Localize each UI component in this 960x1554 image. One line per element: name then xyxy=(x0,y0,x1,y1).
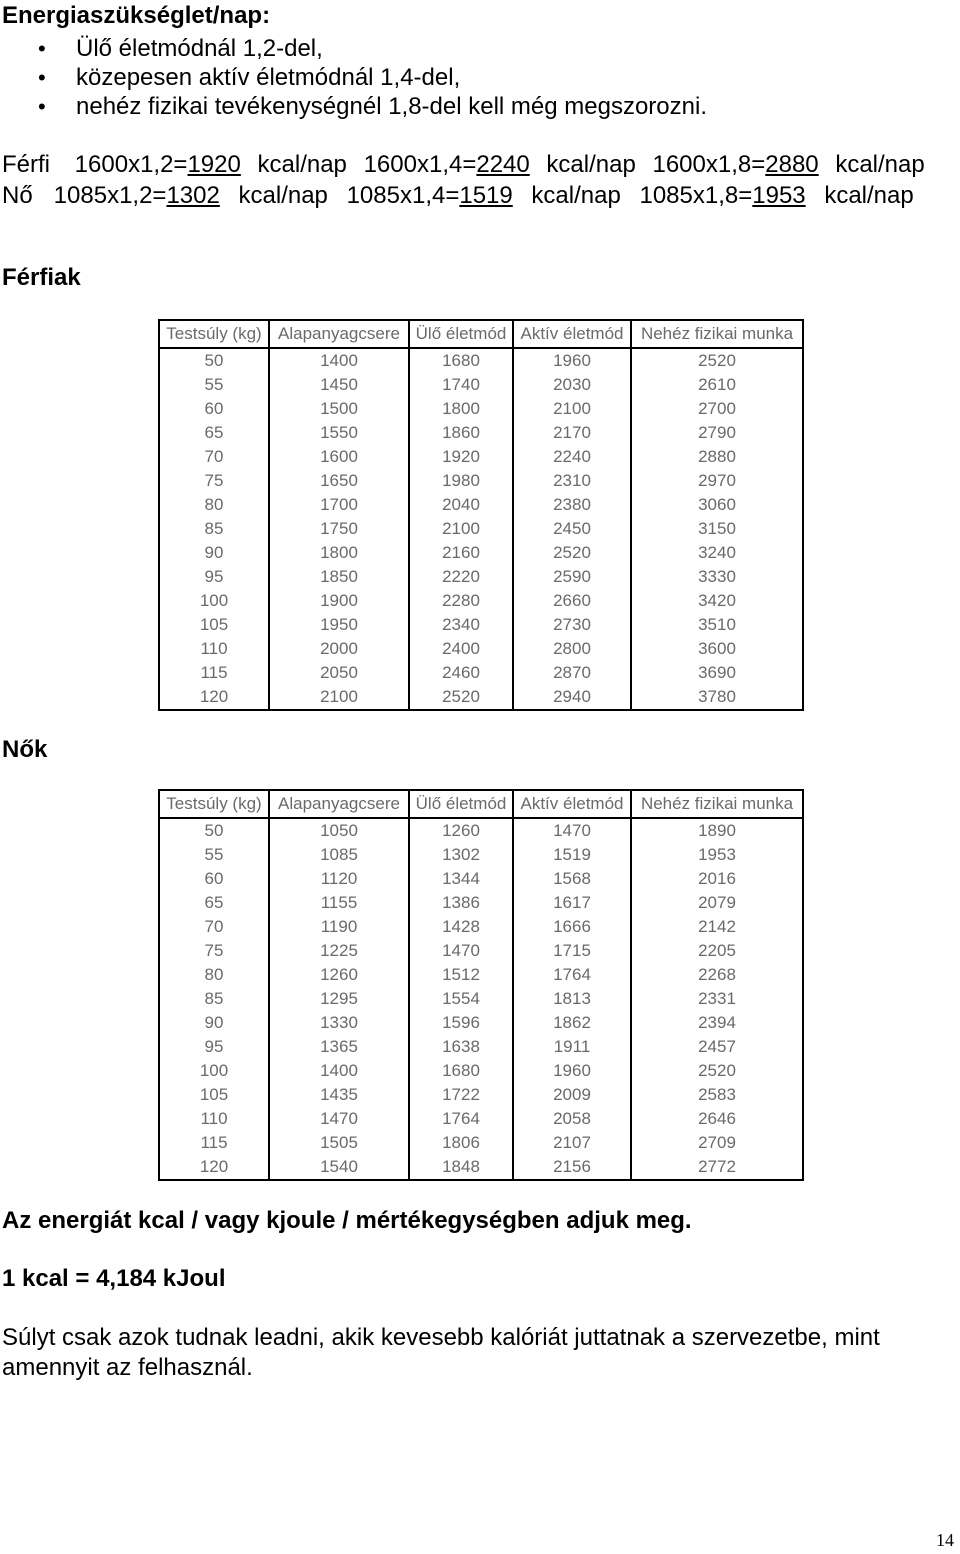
table-cell: 1680 xyxy=(409,1059,513,1083)
table-cell: 60 xyxy=(159,397,269,421)
table-cell: 70 xyxy=(159,445,269,469)
table-cell: 1862 xyxy=(513,1011,631,1035)
table-cell: 1344 xyxy=(409,867,513,891)
table-cell: 75 xyxy=(159,469,269,493)
table-cell: 1400 xyxy=(269,348,409,373)
table-cell: 1950 xyxy=(269,613,409,637)
table-cell: 3690 xyxy=(631,661,803,685)
table-cell: 2590 xyxy=(513,565,631,589)
table-cell: 80 xyxy=(159,963,269,987)
calc-result: 1519 xyxy=(459,182,513,209)
multiplier-list xyxy=(38,34,707,121)
column-header: Aktív életmód xyxy=(513,320,631,348)
table-cell: 1980 xyxy=(409,469,513,493)
column-header: Ülő életmód xyxy=(409,320,513,348)
calc-unit: kcal/nap xyxy=(238,182,328,209)
table-row xyxy=(159,1011,803,1035)
table-cell: 2331 xyxy=(631,987,803,1011)
table-cell: 1806 xyxy=(409,1131,513,1155)
table-row xyxy=(159,469,803,493)
table-cell: 115 xyxy=(159,661,269,685)
table-cell: 2100 xyxy=(269,685,409,710)
table-cell: 1550 xyxy=(269,421,409,445)
table-cell: 1519 xyxy=(513,843,631,867)
table-cell: 1554 xyxy=(409,987,513,1011)
table-row xyxy=(159,1155,803,1180)
table-cell: 1848 xyxy=(409,1155,513,1180)
calc-unit: kcal/nap xyxy=(835,151,925,178)
table-cell: 2100 xyxy=(409,517,513,541)
table-cell: 120 xyxy=(159,685,269,710)
calc-result: 2240 xyxy=(476,151,530,178)
column-header: Nehéz fizikai munka xyxy=(631,790,803,818)
table-cell: 2646 xyxy=(631,1107,803,1131)
table-cell: 1890 xyxy=(631,818,803,843)
calc-expr: 1085x1,2= xyxy=(53,182,167,209)
table-cell: 2000 xyxy=(269,637,409,661)
table-cell: 2460 xyxy=(409,661,513,685)
table-cell: 1568 xyxy=(513,867,631,891)
calc-unit: kcal/nap xyxy=(546,151,636,178)
list-item xyxy=(38,63,707,92)
table-cell: 3510 xyxy=(631,613,803,637)
calc-unit: kcal/nap xyxy=(824,182,914,209)
calc-unit: kcal/nap xyxy=(257,151,347,178)
table-cell: 2240 xyxy=(513,445,631,469)
table-cell: 85 xyxy=(159,517,269,541)
table-row xyxy=(159,1083,803,1107)
table-cell: 1953 xyxy=(631,843,803,867)
list-item xyxy=(38,92,707,121)
table-cell: 1470 xyxy=(269,1107,409,1131)
table-cell: 2170 xyxy=(513,421,631,445)
page-heading: Energiaszükséglet/nap: xyxy=(2,2,271,29)
table-cell: 1596 xyxy=(409,1011,513,1035)
table-cell: 95 xyxy=(159,1035,269,1059)
table-cell: 1295 xyxy=(269,987,409,1011)
table-cell: 1960 xyxy=(513,348,631,373)
table-row xyxy=(159,517,803,541)
table-cell: 2058 xyxy=(513,1107,631,1131)
table-cell: 2880 xyxy=(631,445,803,469)
table-cell: 90 xyxy=(159,541,269,565)
table-row xyxy=(159,1131,803,1155)
closing-text-line-1: Súlyt csak azok tudnak leadni, akik kevesebb kalóriát juttatnak a szervezetbe, mint xyxy=(2,1324,880,1351)
table-cell: 2400 xyxy=(409,637,513,661)
table-row xyxy=(159,818,803,843)
table-cell: 1680 xyxy=(409,348,513,373)
table-cell: 3600 xyxy=(631,637,803,661)
calc-expr: 1600x1,8= xyxy=(652,151,766,178)
men-energy-table xyxy=(158,319,804,711)
table-row xyxy=(159,1059,803,1083)
table-cell: 3330 xyxy=(631,565,803,589)
table-cell: 50 xyxy=(159,818,269,843)
closing-text-line-2: amennyit az felhasznál. xyxy=(2,1354,253,1381)
table-cell: 110 xyxy=(159,637,269,661)
male-calc-row xyxy=(2,151,925,179)
table-cell: 1085 xyxy=(269,843,409,867)
column-header: Alapanyagcsere xyxy=(269,790,409,818)
table-row xyxy=(159,348,803,373)
table-cell: 90 xyxy=(159,1011,269,1035)
column-header: Ülő életmód xyxy=(409,790,513,818)
table-cell: 1260 xyxy=(409,818,513,843)
table-row xyxy=(159,661,803,685)
table-cell: 100 xyxy=(159,589,269,613)
table-row xyxy=(159,589,803,613)
table-row xyxy=(159,373,803,397)
table-cell: 1155 xyxy=(269,891,409,915)
table-cell: 80 xyxy=(159,493,269,517)
table-cell: 1722 xyxy=(409,1083,513,1107)
table-cell: 2280 xyxy=(409,589,513,613)
table-cell: 1740 xyxy=(409,373,513,397)
table-cell: 55 xyxy=(159,373,269,397)
table-cell: 1700 xyxy=(269,493,409,517)
table-row xyxy=(159,541,803,565)
table-cell: 2107 xyxy=(513,1131,631,1155)
table-cell: 2970 xyxy=(631,469,803,493)
table-cell: 110 xyxy=(159,1107,269,1131)
table-row xyxy=(159,1107,803,1131)
table-cell: 1500 xyxy=(269,397,409,421)
table-row xyxy=(159,613,803,637)
table-row xyxy=(159,987,803,1011)
table-row xyxy=(159,565,803,589)
bullet-icon: • xyxy=(38,64,46,90)
list-item-text: nehéz fizikai tevékenységnél 1,8-del kell még megszorozni. xyxy=(76,92,707,120)
table-cell: 1764 xyxy=(409,1107,513,1131)
list-item-text: Ülő életmódnál 1,2-del, xyxy=(76,34,323,62)
column-header: Aktív életmód xyxy=(513,790,631,818)
table-cell: 1190 xyxy=(269,915,409,939)
table-row xyxy=(159,685,803,710)
table-cell: 2772 xyxy=(631,1155,803,1180)
table-cell: 55 xyxy=(159,843,269,867)
table-cell: 1638 xyxy=(409,1035,513,1059)
table-cell: 2380 xyxy=(513,493,631,517)
table-cell: 2709 xyxy=(631,1131,803,1155)
table-cell: 3420 xyxy=(631,589,803,613)
table-cell: 2700 xyxy=(631,397,803,421)
table-cell: 2310 xyxy=(513,469,631,493)
calc-result: 1920 xyxy=(187,151,241,178)
table-row xyxy=(159,493,803,517)
table-cell: 60 xyxy=(159,867,269,891)
table-cell: 70 xyxy=(159,915,269,939)
table-cell: 75 xyxy=(159,939,269,963)
calc-unit: kcal/nap xyxy=(531,182,621,209)
table-cell: 3150 xyxy=(631,517,803,541)
list-item-text: közepesen aktív életmódnál 1,4-del, xyxy=(76,63,461,91)
table-cell: 1850 xyxy=(269,565,409,589)
column-header: Nehéz fizikai munka xyxy=(631,320,803,348)
table-header-row xyxy=(159,320,803,348)
table-cell: 1666 xyxy=(513,915,631,939)
section-title-men: Férfiak xyxy=(2,264,81,291)
table-cell: 1302 xyxy=(409,843,513,867)
table-cell: 1715 xyxy=(513,939,631,963)
page-number: 14 xyxy=(936,1530,954,1550)
calc-expr: 1600x1,4= xyxy=(363,151,477,178)
table-cell: 105 xyxy=(159,1083,269,1107)
table-cell: 2156 xyxy=(513,1155,631,1180)
table-cell: 65 xyxy=(159,891,269,915)
table-cell: 3240 xyxy=(631,541,803,565)
table-row xyxy=(159,1035,803,1059)
table-cell: 3060 xyxy=(631,493,803,517)
table-cell: 2660 xyxy=(513,589,631,613)
table-cell: 2520 xyxy=(631,348,803,373)
table-cell: 1400 xyxy=(269,1059,409,1083)
calc-result: 1953 xyxy=(752,182,806,209)
table-cell: 1600 xyxy=(269,445,409,469)
table-row xyxy=(159,421,803,445)
table-header-row xyxy=(159,790,803,818)
table-cell: 50 xyxy=(159,348,269,373)
table-cell: 1750 xyxy=(269,517,409,541)
table-cell: 65 xyxy=(159,421,269,445)
table-row xyxy=(159,939,803,963)
calc-result: 1302 xyxy=(166,182,220,209)
table-cell: 2610 xyxy=(631,373,803,397)
table-cell: 115 xyxy=(159,1131,269,1155)
table-cell: 1911 xyxy=(513,1035,631,1059)
table-row xyxy=(159,397,803,421)
table-cell: 1860 xyxy=(409,421,513,445)
table-cell: 2220 xyxy=(409,565,513,589)
bullet-icon: • xyxy=(38,93,46,119)
table-cell: 1960 xyxy=(513,1059,631,1083)
table-cell: 2205 xyxy=(631,939,803,963)
column-header: Testsúly (kg) xyxy=(159,790,269,818)
table-cell: 105 xyxy=(159,613,269,637)
table-cell: 2790 xyxy=(631,421,803,445)
table-row xyxy=(159,445,803,469)
table-cell: 1470 xyxy=(513,818,631,843)
table-cell: 1505 xyxy=(269,1131,409,1155)
table-cell: 2870 xyxy=(513,661,631,685)
table-cell: 1386 xyxy=(409,891,513,915)
table-cell: 1650 xyxy=(269,469,409,493)
calc-expr: 1085x1,8= xyxy=(639,182,753,209)
table-cell: 2079 xyxy=(631,891,803,915)
calc-result: 2880 xyxy=(765,151,819,178)
table-cell: 1617 xyxy=(513,891,631,915)
table-cell: 100 xyxy=(159,1059,269,1083)
table-cell: 1450 xyxy=(269,373,409,397)
table-cell: 1330 xyxy=(269,1011,409,1035)
calc-expr: 1600x1,2= xyxy=(74,151,188,178)
table-cell: 1800 xyxy=(409,397,513,421)
table-cell: 2520 xyxy=(631,1059,803,1083)
table-cell: 2800 xyxy=(513,637,631,661)
table-cell: 1800 xyxy=(269,541,409,565)
table-cell: 2268 xyxy=(631,963,803,987)
calc-expr: 1085x1,4= xyxy=(346,182,460,209)
women-energy-table xyxy=(158,789,804,1181)
table-cell: 2583 xyxy=(631,1083,803,1107)
table-cell: 1512 xyxy=(409,963,513,987)
table-cell: 1428 xyxy=(409,915,513,939)
table-cell: 2520 xyxy=(513,541,631,565)
table-cell: 2016 xyxy=(631,867,803,891)
table-cell: 1365 xyxy=(269,1035,409,1059)
table-cell: 120 xyxy=(159,1155,269,1180)
table-cell: 2142 xyxy=(631,915,803,939)
table-cell: 2340 xyxy=(409,613,513,637)
table-cell: 1470 xyxy=(409,939,513,963)
table-cell: 2457 xyxy=(631,1035,803,1059)
table-cell: 85 xyxy=(159,987,269,1011)
table-cell: 2040 xyxy=(409,493,513,517)
table-cell: 3780 xyxy=(631,685,803,710)
table-cell: 2394 xyxy=(631,1011,803,1035)
table-row xyxy=(159,891,803,915)
bullet-icon: • xyxy=(38,35,46,61)
table-row xyxy=(159,915,803,939)
table-cell: 1900 xyxy=(269,589,409,613)
table-cell: 1120 xyxy=(269,867,409,891)
table-cell: 2030 xyxy=(513,373,631,397)
column-header: Testsúly (kg) xyxy=(159,320,269,348)
section-title-women: Nők xyxy=(2,736,48,763)
table-row xyxy=(159,637,803,661)
table-row xyxy=(159,963,803,987)
table-cell: 1540 xyxy=(269,1155,409,1180)
conversion-note: 1 kcal = 4,184 kJoul xyxy=(2,1265,226,1292)
table-cell: 95 xyxy=(159,565,269,589)
table-cell: 2100 xyxy=(513,397,631,421)
female-calc-row xyxy=(2,182,914,210)
table-cell: 1225 xyxy=(269,939,409,963)
table-cell: 2520 xyxy=(409,685,513,710)
table-cell: 2160 xyxy=(409,541,513,565)
table-cell: 2730 xyxy=(513,613,631,637)
table-row xyxy=(159,867,803,891)
table-cell: 1435 xyxy=(269,1083,409,1107)
table-cell: 1260 xyxy=(269,963,409,987)
table-cell: 2940 xyxy=(513,685,631,710)
table-row xyxy=(159,843,803,867)
column-header: Alapanyagcsere xyxy=(269,320,409,348)
units-note: Az energiát kcal / vagy kjoule / mértékegységben adjuk meg. xyxy=(2,1207,692,1234)
table-cell: 1813 xyxy=(513,987,631,1011)
table-cell: 2009 xyxy=(513,1083,631,1107)
table-cell: 1920 xyxy=(409,445,513,469)
list-item xyxy=(38,34,707,63)
table-cell: 1050 xyxy=(269,818,409,843)
calc-label: Férfi xyxy=(2,151,50,178)
calc-label: Nő xyxy=(2,182,33,209)
table-cell: 1764 xyxy=(513,963,631,987)
table-cell: 2450 xyxy=(513,517,631,541)
table-cell: 2050 xyxy=(269,661,409,685)
